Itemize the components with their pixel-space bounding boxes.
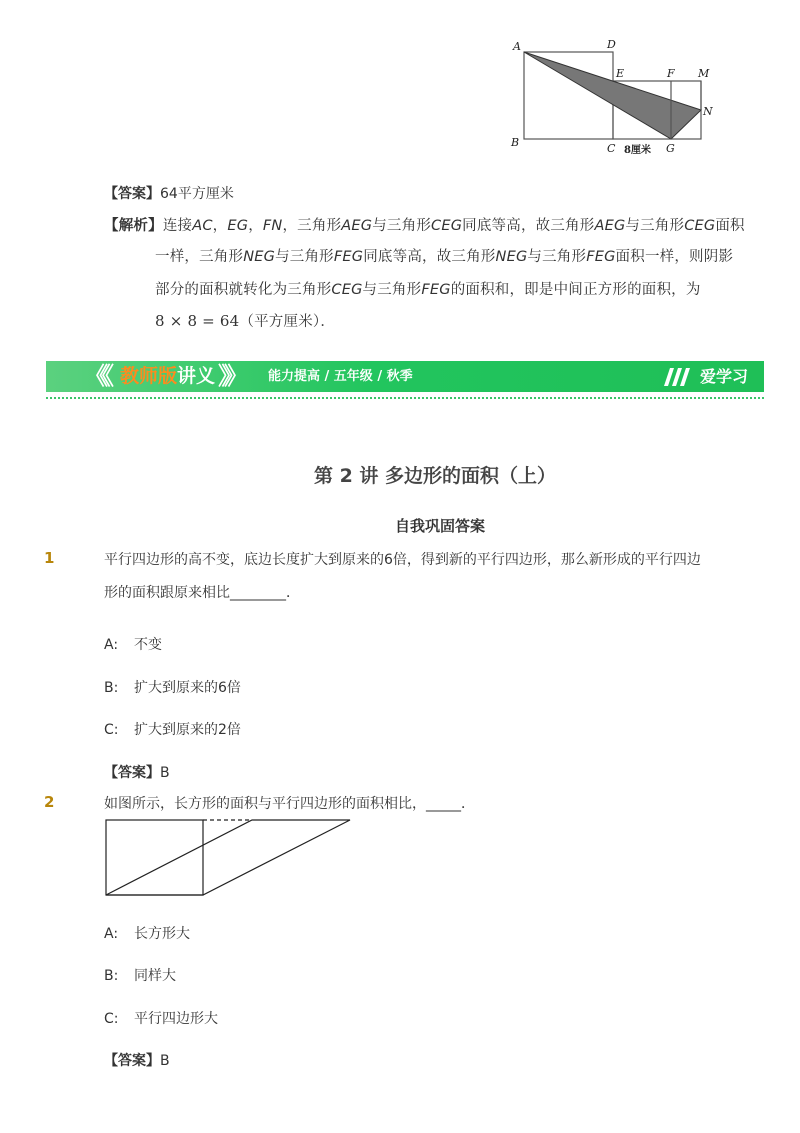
label-c: C xyxy=(607,142,616,155)
geometry-figure-1 xyxy=(500,30,730,160)
analysis-line-2 xyxy=(155,245,733,266)
label-e: E xyxy=(616,67,625,80)
analysis-segment: 同底等高，故三角形 xyxy=(462,218,595,234)
option-a[interactable] xyxy=(104,634,162,654)
analysis-segment: 的面积和，即是中间正方形的面积，为 xyxy=(450,282,701,298)
banner-divider xyxy=(46,397,764,399)
rectangle-parallelogram-figure xyxy=(100,815,360,900)
math-variable: AEG xyxy=(594,218,626,234)
brand-logo-icon xyxy=(662,366,696,388)
analysis-segment: ，三角形 xyxy=(282,218,342,234)
option-c[interactable] xyxy=(104,719,241,739)
option-key: A: xyxy=(104,637,119,653)
analysis-tail: （平方厘米）． xyxy=(239,314,336,330)
analysis-segment: 与三角形 xyxy=(275,249,334,265)
analysis-segment: ， xyxy=(212,218,228,234)
label-m: M xyxy=(698,67,710,80)
analysis-line-3 xyxy=(155,278,701,299)
banner-crumbs: 能力提高 / 五年级 / 秋季 xyxy=(268,369,413,384)
option-b[interactable] xyxy=(104,677,241,697)
analysis-segment: 一样，三角形 xyxy=(155,249,244,265)
analysis-line-4 xyxy=(155,310,335,331)
option-text: 扩大到原来的6倍 xyxy=(134,680,241,696)
math-variable: AC xyxy=(192,218,213,234)
analysis-segment: 与三角形 xyxy=(625,218,685,234)
label-f: F xyxy=(667,67,675,80)
answer-value: B xyxy=(160,1053,170,1069)
answer-label: 【答案】 xyxy=(104,186,160,202)
analysis-segment: 与三角形 xyxy=(527,249,587,265)
math-variable: FEG xyxy=(586,249,616,265)
analysis-text-1 xyxy=(163,218,745,234)
answer-label: 【答案】 xyxy=(104,1053,160,1069)
option-text: 同样大 xyxy=(134,968,176,984)
brand-name: 爱学习 xyxy=(700,367,749,386)
math-variable: CEG xyxy=(331,282,363,298)
option-b[interactable] xyxy=(104,965,176,985)
math-variable: NEG xyxy=(243,249,276,265)
label-n: N xyxy=(703,105,713,118)
label-a: A xyxy=(513,40,521,53)
math-variable: FEG xyxy=(333,249,364,265)
question-number: 1 xyxy=(44,549,55,567)
math-variable: CEG xyxy=(431,218,463,234)
option-key: C: xyxy=(104,1011,119,1027)
rectangle-shape xyxy=(106,820,203,895)
question-number: 2 xyxy=(44,793,55,811)
analysis-segment: 同底等高，故三角形 xyxy=(363,249,496,265)
label-b: B xyxy=(511,136,520,149)
analysis-line-1 xyxy=(104,214,745,235)
chevrons-right-icon: 》》 xyxy=(218,362,242,390)
math-variable: AEG xyxy=(341,218,373,234)
option-text: 平行四边形大 xyxy=(134,1011,218,1027)
option-a[interactable] xyxy=(104,923,190,943)
option-text: 扩大到原来的2倍 xyxy=(134,722,241,738)
banner-teacher: 教师版 xyxy=(120,365,178,387)
label-d: D xyxy=(607,38,616,51)
question-text-line: 如图所示，长方形的面积与平行四边形的面积相比，_____． xyxy=(104,796,475,812)
question-answer xyxy=(104,762,170,782)
question-text-line: 形的面积跟原来相比________． xyxy=(104,585,300,601)
option-key: C: xyxy=(104,722,119,738)
option-key: B: xyxy=(104,680,119,696)
math-variable: FN xyxy=(262,218,283,234)
dimension-label: 8厘米 xyxy=(624,145,651,156)
option-text: 不变 xyxy=(134,637,162,653)
math-variable: CEG xyxy=(684,218,716,234)
analysis-segment: 与三角形 xyxy=(372,218,432,234)
analysis-segment: 部分的面积就转化为三角形 xyxy=(155,282,332,298)
prev-answer xyxy=(104,183,234,203)
lecture-title: 第 2 讲 多边形的面积（上） xyxy=(313,465,557,487)
question-answer xyxy=(104,1050,170,1070)
math-variable: FEG xyxy=(421,282,451,298)
parallelogram-shape xyxy=(106,820,350,895)
analysis-segment: 与三角形 xyxy=(362,282,422,298)
option-key: B: xyxy=(104,968,119,984)
option-key: A: xyxy=(104,926,119,942)
analysis-segment: 面积一样，则阴影 xyxy=(615,249,734,265)
math-variable: EG xyxy=(227,218,249,234)
chevrons-left-icon: 《《 xyxy=(84,362,108,390)
teacher-banner xyxy=(46,361,764,392)
label-g: G xyxy=(666,142,675,155)
analysis-segment: ， xyxy=(248,218,263,234)
option-c[interactable] xyxy=(104,1008,218,1028)
question-text-line: 平行四边形的高不变，底边长度扩大到原来的6倍，得到新的平行四边形，那么新形成的平行四边 xyxy=(104,552,701,568)
section-title: 自我巩固答案 xyxy=(394,517,485,535)
analysis-segment: 连接 xyxy=(162,218,193,234)
banner-lecture: 讲义 xyxy=(177,365,216,387)
option-text: 长方形大 xyxy=(134,926,190,942)
answer-value: B xyxy=(160,765,170,781)
answer-label: 【答案】 xyxy=(104,765,160,781)
math-variable: NEG xyxy=(495,249,528,265)
analysis-math: 8 × 8 = 64 xyxy=(155,312,240,330)
answer-value: 64平方厘米 xyxy=(160,186,234,202)
analysis-label: 【解析】 xyxy=(104,218,163,234)
analysis-segment: 面积 xyxy=(715,218,745,234)
